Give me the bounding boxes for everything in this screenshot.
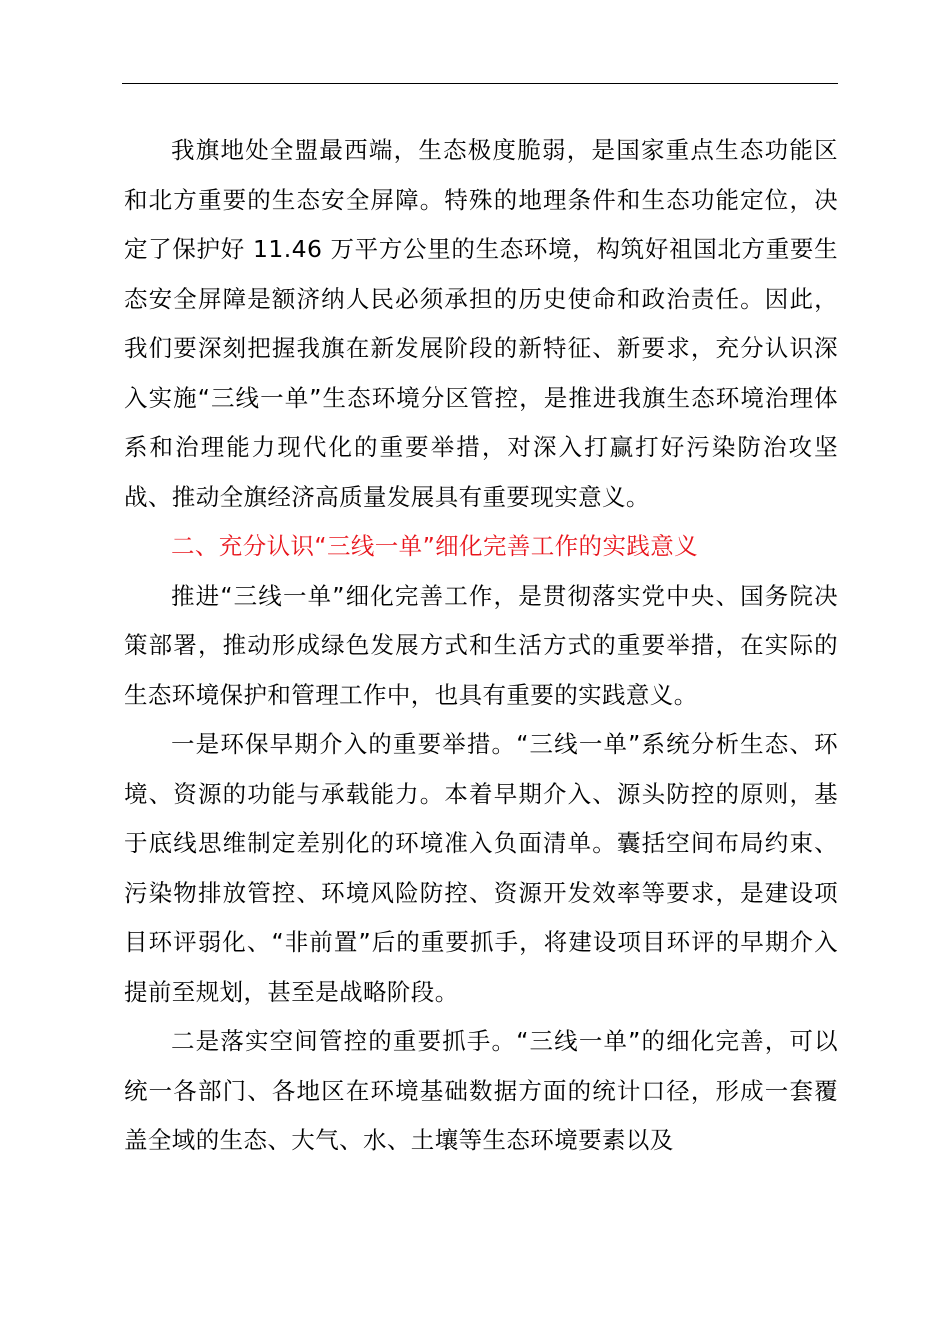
section-heading: 二、充分认识“三线一单”细化完善工作的实践意义 <box>171 532 699 560</box>
paragraph-ecological-status: 我旗地处全盟最西端，生态极度脆弱，是国家重点生态功能区和北方重要的生态安全屏障。特殊的地理条件和生态功能定位，决定了保护好 11.46 万平方公里的生态环境，构筑好祖国北方重要生态安全屏障是额济纳人民必须承担的历史使命和政治责任。因此，我们要深刻把握我旗在新发展阶段的新特征、新要求，充分认识深入实施“三线一单”生态环境分区管控，是推进我旗生态环境治理体系和治理能力现代化的重要举措，对深入打赢打好污染防治攻坚战、推动全旗经济高质量发展具有重要现实意义。 <box>124 136 838 511</box>
paragraph-point-one: 一是环保早期介入的重要举措。“三线一单”系统分析生态、环境、资源的功能与承载能力。本着早期介入、源头防控的原则，基于底线思维制定差别化的环境准入负面清单。囊括空间布局约束、污染物排放管控、环境风险防控、资源开发效率等要求，是建设项目环评弱化、“非前置”后的重要抓手，将建设项目环评的早期介入提前至规划，甚至是战略阶段。 <box>124 730 838 1006</box>
paragraph-point-two: 二是落实空间管控的重要抓手。“三线一单”的细化完善，可以统一各部门、各地区在环境基础数据方面的统计口径，形成一套覆盖全域的生态、大气、水、土壤等生态环境要素以及 <box>124 1027 838 1154</box>
header-rule <box>122 83 838 84</box>
document-body <box>124 126 838 1166</box>
paragraph-practical-significance: 推进“三线一单”细化完善工作，是贯彻落实党中央、国务院决策部署，推动形成绿色发展方式和生活方式的重要举措，在实际的生态环境保护和管理工作中，也具有重要的实践意义。 <box>124 581 838 709</box>
